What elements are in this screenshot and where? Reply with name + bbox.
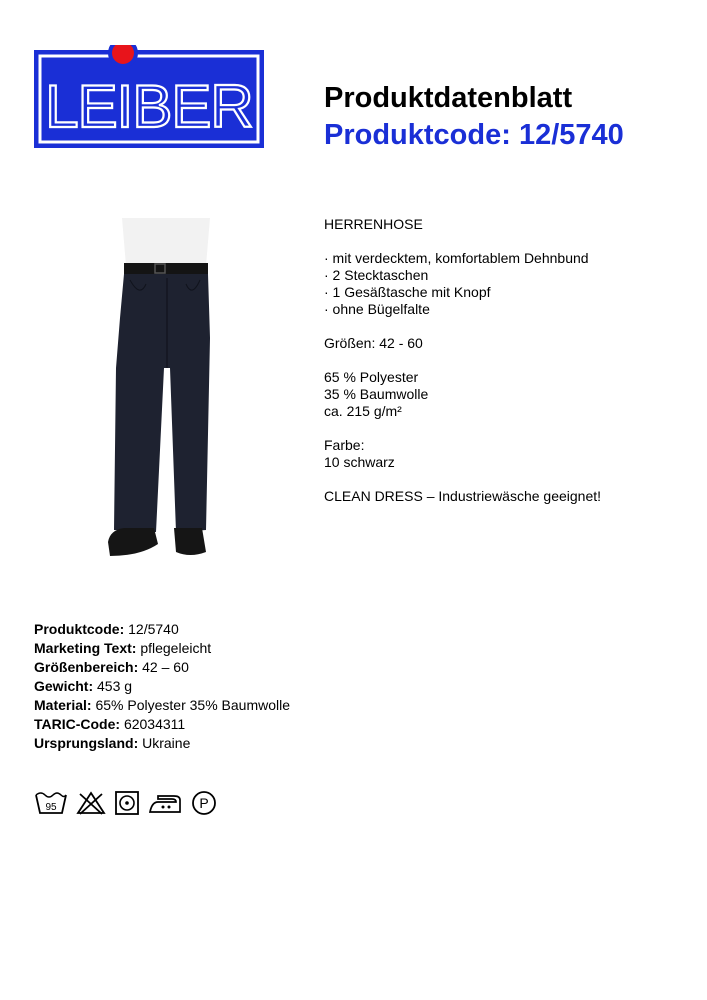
spec-value: Ukraine: [142, 735, 191, 751]
spec-row: [34, 715, 290, 734]
professional-clean-letter: P: [199, 795, 209, 811]
description-line: [324, 318, 601, 335]
spec-row: [34, 734, 290, 753]
description-line: · ohne Bügelfalte: [324, 301, 430, 317]
description-line: Farbe:: [324, 437, 365, 453]
description-line: 65 % Polyester: [324, 369, 419, 385]
spec-value: 62034311: [123, 716, 186, 732]
product-code-heading: Produktcode: 12/5740: [324, 119, 624, 151]
trousers-photo: [100, 218, 218, 560]
spec-row: [34, 620, 290, 639]
spec-label: Größenbereich:: [34, 659, 139, 675]
spec-value: 42 – 60: [142, 659, 189, 675]
professional-clean-p-icon: [190, 790, 218, 816]
page-title: Produktdatenblatt: [324, 82, 573, 114]
description-line: [324, 471, 601, 488]
product-description: [324, 216, 601, 505]
leiber-logo: [34, 45, 264, 148]
spec-label: Marketing Text:: [34, 640, 137, 656]
spec-value: 65% Polyester 35% Baumwolle: [95, 697, 291, 713]
description-line: · 1 Gesäßtasche mit Knopf: [324, 284, 491, 300]
description-line: [324, 352, 601, 369]
tumble-dry-icon: [114, 790, 140, 816]
spec-value: 12/5740: [128, 621, 179, 637]
description-line: CLEAN DRESS – Industriewäsche geeignet!: [324, 488, 602, 504]
spec-row: [34, 677, 290, 696]
description-line: Größen: 42 - 60: [324, 335, 423, 351]
logo-text: LEIBER: [45, 73, 253, 140]
wash-95-icon: [34, 790, 68, 816]
spec-label: TARIC-Code:: [34, 716, 121, 732]
spec-label: Material:: [34, 697, 92, 713]
description-line: HERRENHOSE: [324, 216, 423, 232]
wash-temperature: 95: [45, 802, 57, 813]
spec-row: [34, 639, 290, 658]
description-line: ca. 215 g/m²: [324, 403, 402, 419]
description-line: · mit verdecktem, komfortablem Dehnbund: [324, 250, 589, 266]
iron-two-dots-icon: [148, 790, 182, 816]
spec-row: [34, 658, 290, 677]
description-line: [324, 233, 601, 250]
description-line: · 2 Stecktaschen: [324, 267, 429, 283]
description-line: 35 % Baumwolle: [324, 386, 429, 402]
spec-label: Ursprungsland:: [34, 735, 139, 751]
care-symbols: [34, 790, 218, 816]
description-line: 10 schwarz: [324, 454, 395, 470]
spec-label: Gewicht:: [34, 678, 94, 694]
description-line: [324, 420, 601, 437]
spec-value: pflegeleicht: [140, 640, 212, 656]
no-bleach-icon: [76, 790, 106, 816]
spec-list: [34, 620, 290, 753]
spec-value: 453 g: [97, 678, 133, 694]
spec-label: Produktcode:: [34, 621, 125, 637]
spec-row: [34, 696, 290, 715]
